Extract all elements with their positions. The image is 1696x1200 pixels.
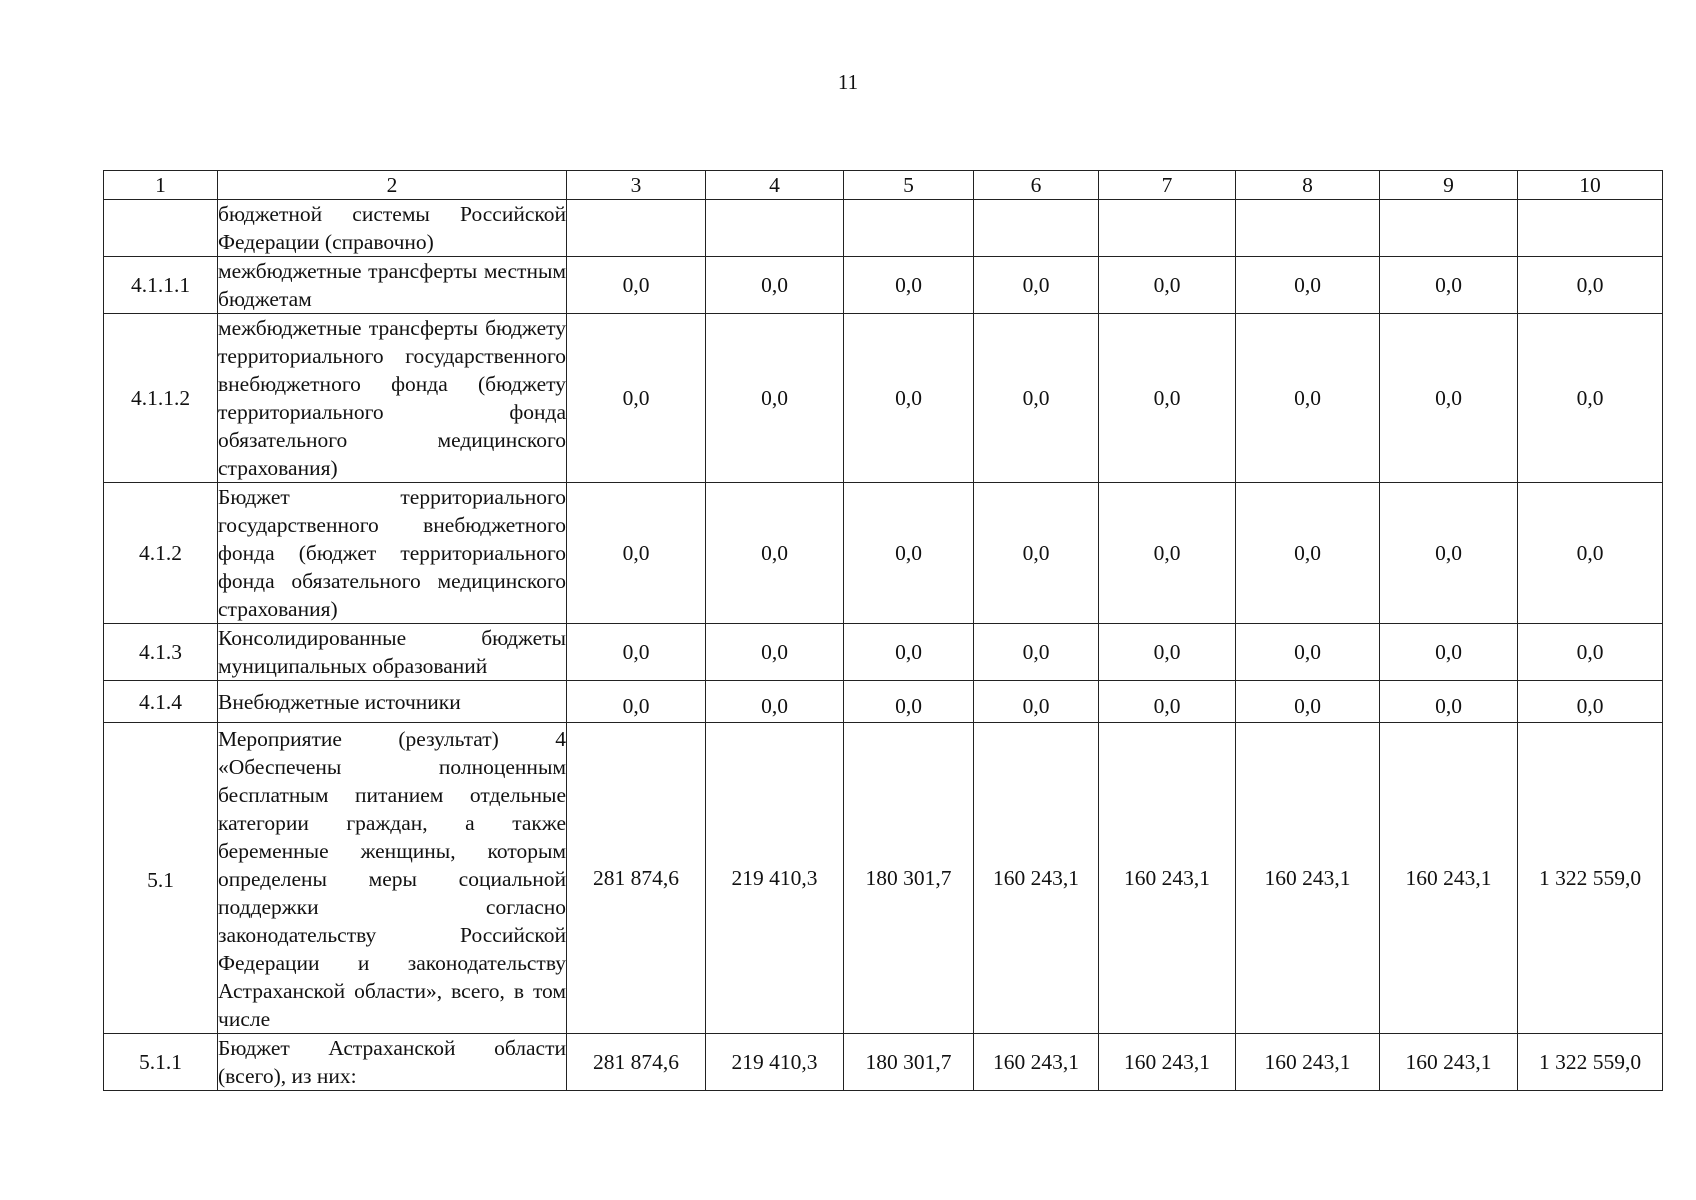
- row-code: 4.1.4: [104, 681, 218, 723]
- row-value: 0,0: [1518, 314, 1663, 483]
- row-value: 219 410,3: [706, 723, 844, 1034]
- row-value: 0,0: [1236, 624, 1380, 681]
- row-code: 4.1.1.2: [104, 314, 218, 483]
- column-header: 7: [1099, 171, 1236, 200]
- row-value: 0,0: [1518, 483, 1663, 624]
- row-value: 0,0: [1380, 681, 1518, 723]
- table-row: [104, 624, 1663, 681]
- row-value: 0,0: [844, 624, 974, 681]
- row-value: 0,0: [1380, 314, 1518, 483]
- row-value: 1 322 559,0: [1518, 1034, 1663, 1091]
- row-description: Внебюджетные источники: [218, 681, 567, 723]
- row-value: 0,0: [706, 314, 844, 483]
- row-value: [1518, 200, 1663, 257]
- row-value: 0,0: [706, 483, 844, 624]
- row-value: 0,0: [706, 681, 844, 723]
- row-value: 0,0: [1099, 624, 1236, 681]
- table-row: [104, 681, 1663, 723]
- row-code: 4.1.1.1: [104, 257, 218, 314]
- row-value: 0,0: [1099, 314, 1236, 483]
- row-code: 5.1: [104, 723, 218, 1034]
- row-code: [104, 200, 218, 257]
- row-code: 4.1.2: [104, 483, 218, 624]
- row-description: межбюджетные трансферты бюджету территориального государственного внебюджетного фонда (бюджету территориального фонда обязательного медицинского страхования): [218, 314, 567, 483]
- row-value: [974, 200, 1099, 257]
- row-value: 0,0: [844, 483, 974, 624]
- row-description: Мероприятие (результат) 4 «Обеспечены полноценным бесплатным питанием отдельные категории граждан, а также беременные женщины, которым определены меры социальной поддержки согласно законодательству Российской Федерации и законодательству Астраханской области», всего, в том числе: [218, 723, 567, 1034]
- row-description: межбюджетные трансферты местным бюджетам: [218, 257, 567, 314]
- row-value: 0,0: [567, 624, 706, 681]
- table-row: [104, 257, 1663, 314]
- row-value: 160 243,1: [1380, 723, 1518, 1034]
- row-description: Бюджет Астраханской области (всего), из них:: [218, 1034, 567, 1091]
- row-value: 0,0: [706, 624, 844, 681]
- row-value: 281 874,6: [567, 723, 706, 1034]
- row-value: 0,0: [844, 257, 974, 314]
- row-value: 0,0: [1099, 483, 1236, 624]
- row-value: 0,0: [974, 483, 1099, 624]
- column-header: 1: [104, 171, 218, 200]
- row-value: 0,0: [1099, 257, 1236, 314]
- row-value: 180 301,7: [844, 1034, 974, 1091]
- row-value: 160 243,1: [974, 1034, 1099, 1091]
- row-code: 4.1.3: [104, 624, 218, 681]
- row-description: бюджетной системы Российской Федерации (справочно): [218, 200, 567, 257]
- row-value: 0,0: [1236, 314, 1380, 483]
- row-value: 0,0: [1099, 681, 1236, 723]
- row-value: 0,0: [1518, 681, 1663, 723]
- row-code: 5.1.1: [104, 1034, 218, 1091]
- row-value: [567, 200, 706, 257]
- table-row: [104, 1034, 1663, 1091]
- row-value: 160 243,1: [1236, 1034, 1380, 1091]
- row-value: 180 301,7: [844, 723, 974, 1034]
- column-header: 3: [567, 171, 706, 200]
- row-value: 0,0: [974, 314, 1099, 483]
- row-value: 0,0: [1380, 483, 1518, 624]
- column-header: 2: [218, 171, 567, 200]
- row-value: [844, 200, 974, 257]
- row-description: Бюджет территориального государственного внебюджетного фонда (бюджет территориального фонда обязательного медицинского страхования): [218, 483, 567, 624]
- table-row: [104, 483, 1663, 624]
- row-value: 0,0: [1518, 624, 1663, 681]
- row-value: 160 243,1: [1099, 723, 1236, 1034]
- row-value: 0,0: [567, 257, 706, 314]
- budget-table: [103, 170, 1663, 1091]
- row-value: 219 410,3: [706, 1034, 844, 1091]
- row-value: 0,0: [567, 681, 706, 723]
- row-value: 160 243,1: [974, 723, 1099, 1034]
- row-value: 0,0: [974, 681, 1099, 723]
- row-value: 0,0: [844, 681, 974, 723]
- column-header: 9: [1380, 171, 1518, 200]
- column-header: 10: [1518, 171, 1663, 200]
- row-value: 0,0: [1236, 483, 1380, 624]
- table-row: [104, 200, 1663, 257]
- table-row: [104, 314, 1663, 483]
- row-value: 0,0: [1380, 624, 1518, 681]
- row-value: 0,0: [974, 624, 1099, 681]
- table-row: [104, 723, 1663, 1034]
- row-value: 160 243,1: [1099, 1034, 1236, 1091]
- row-description: Консолидированные бюджеты муниципальных образований: [218, 624, 567, 681]
- column-header: 8: [1236, 171, 1380, 200]
- column-header: 6: [974, 171, 1099, 200]
- header-row: [104, 171, 1663, 200]
- row-value: 160 243,1: [1236, 723, 1380, 1034]
- row-value: 0,0: [1380, 257, 1518, 314]
- row-value: 0,0: [844, 314, 974, 483]
- row-value: [706, 200, 844, 257]
- row-value: 160 243,1: [1380, 1034, 1518, 1091]
- row-value: 0,0: [567, 314, 706, 483]
- row-value: 0,0: [1518, 257, 1663, 314]
- row-value: 0,0: [1236, 257, 1380, 314]
- row-value: [1236, 200, 1380, 257]
- row-value: 0,0: [1236, 681, 1380, 723]
- page-number: 11: [837, 70, 859, 94]
- column-header: 5: [844, 171, 974, 200]
- row-value: 1 322 559,0: [1518, 723, 1663, 1034]
- row-value: 281 874,6: [567, 1034, 706, 1091]
- row-value: 0,0: [706, 257, 844, 314]
- row-value: 0,0: [567, 483, 706, 624]
- row-value: [1380, 200, 1518, 257]
- row-value: [1099, 200, 1236, 257]
- row-value: 0,0: [974, 257, 1099, 314]
- column-header: 4: [706, 171, 844, 200]
